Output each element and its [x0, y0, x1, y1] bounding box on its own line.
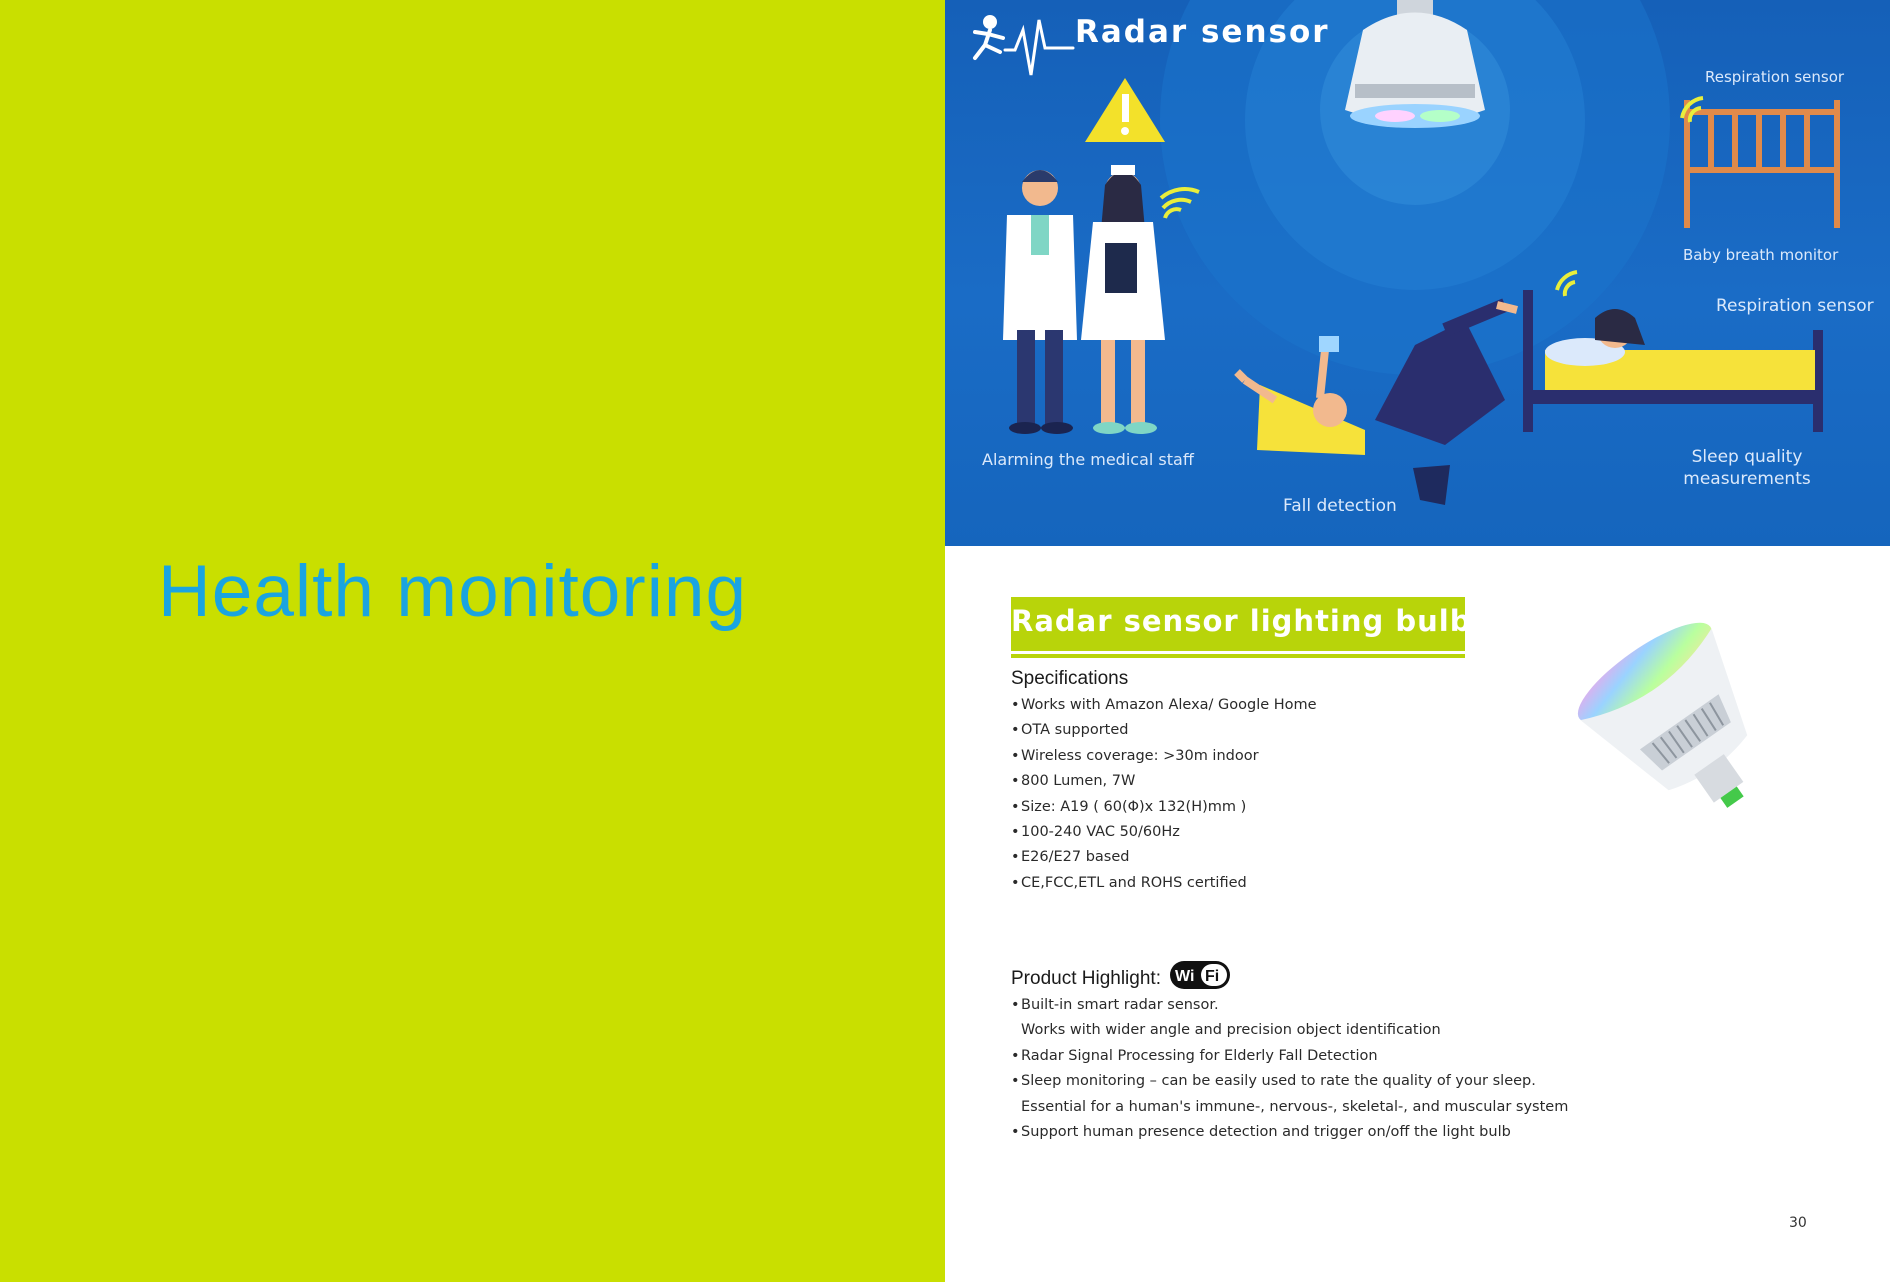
- hero-title: Radar sensor: [1075, 14, 1330, 50]
- spec-item: •800 Lumen, 7W: [1011, 773, 1136, 790]
- running-person-icon: [975, 17, 1073, 75]
- spec-item: •E26/E27 based: [1011, 849, 1130, 866]
- title-underline: [1011, 654, 1465, 657]
- spec-item: •Works with Amazon Alexa/ Google Home: [1011, 697, 1317, 713]
- wifi-logo-icon: [1169, 960, 1233, 990]
- spec-item: •100-240 VAC 50/60Hz: [1011, 823, 1180, 840]
- spec-item: •Wireless coverage: >30m indoor: [1011, 747, 1259, 764]
- page-number: 30: [1789, 1215, 1807, 1231]
- sleep-quality-label: [1667, 446, 1827, 490]
- highlights-list: [1011, 993, 1568, 1145]
- warning-icon: [1085, 78, 1165, 142]
- spec-item: •OTA supported: [1011, 722, 1129, 739]
- spec-item: •Size: A19 ( 60(Φ)x 132(H)mm ): [1011, 798, 1247, 815]
- respiration-sensor-label-mid: Respiration sensor: [1716, 296, 1874, 316]
- hero-illustration: [945, 0, 1890, 546]
- product-highlight-heading: Product Highlight:: [1011, 968, 1161, 989]
- highlight-item-continued: Essential for a human's immune-, nervous-, skeletal-, and muscular system: [1021, 1098, 1569, 1115]
- highlight-item: •Built-in smart radar sensor.: [1011, 997, 1219, 1013]
- baby-crib-icon: [1687, 100, 1837, 228]
- respiration-sensor-label-top: Respiration sensor: [1705, 68, 1845, 86]
- specifications-heading: Specifications: [1011, 668, 1129, 689]
- sleep-quality-line1: Sleep quality: [1691, 447, 1803, 467]
- highlight-item-continued: Works with wider angle and precision object identification: [1021, 1022, 1441, 1039]
- wifi-logo-text-wi: Wi: [1175, 968, 1195, 985]
- doctor-figure: [1003, 170, 1077, 434]
- specifications-list: [1011, 693, 1317, 896]
- nurse-figure: [1081, 165, 1165, 434]
- baby-breath-monitor-label: Baby breath monitor: [1683, 246, 1839, 264]
- section-title: Health monitoring: [158, 551, 748, 632]
- highlight-item: •Sleep monitoring – can be easily used to rate the quality of your sleep.: [1011, 1073, 1536, 1090]
- right-panel: [945, 0, 1890, 1282]
- product-title: Radar sensor lighting bulb: [1011, 604, 1472, 638]
- sleep-quality-line2: measurements: [1683, 469, 1811, 489]
- highlight-item: •Radar Signal Processing for Elderly Fall Detection: [1011, 1047, 1378, 1064]
- fall-detection-label: Fall detection: [1283, 496, 1397, 516]
- highlight-item: •Support human presence detection and trigger on/off the light bulb: [1011, 1123, 1511, 1140]
- alarming-medical-staff-label: Alarming the medical staff: [982, 450, 1194, 469]
- spec-item: •CE,FCC,ETL and ROHS certified: [1011, 874, 1247, 891]
- wifi-logo-text-fi: Fi: [1205, 968, 1220, 985]
- bulb-product-image: [1565, 600, 1805, 860]
